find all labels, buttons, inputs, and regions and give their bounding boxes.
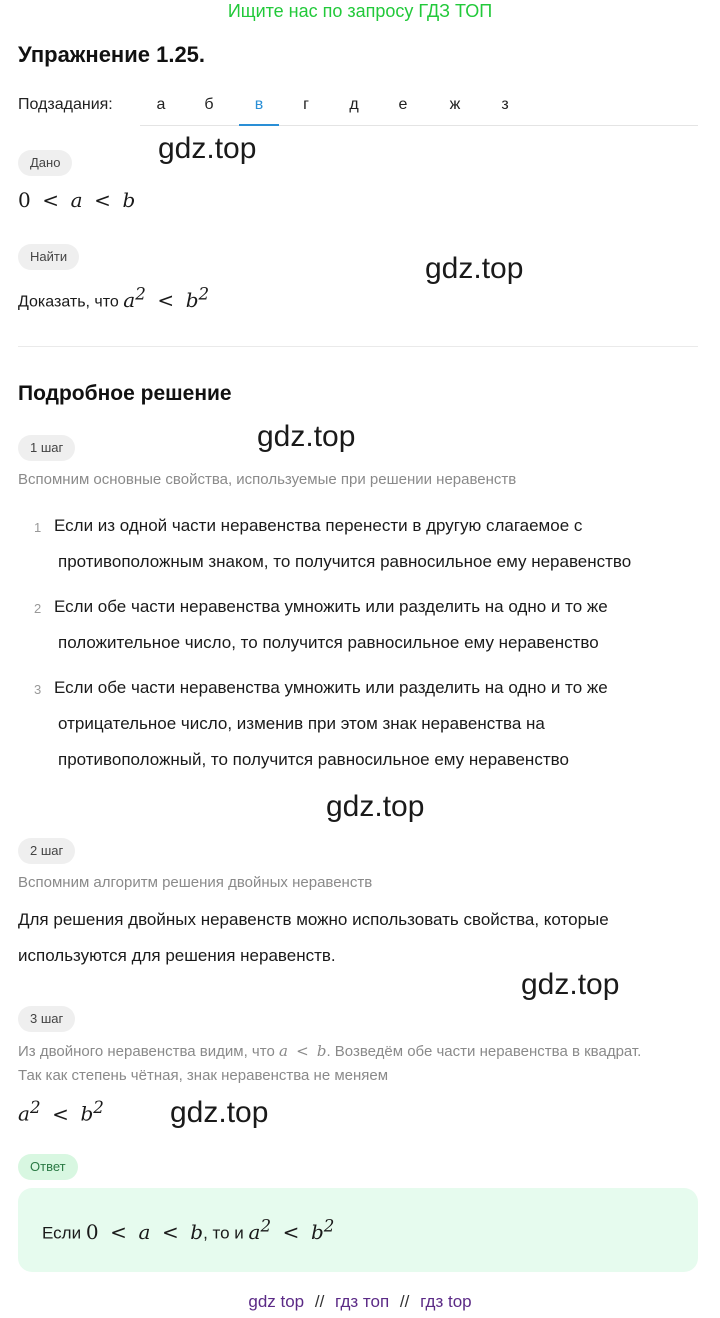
given-expression: 0 < a < b [18,188,136,212]
tab-d[interactable]: д [349,96,359,113]
page-title: Упражнение 1.25. [18,42,206,67]
subtasks-label: Подзадания: [18,96,113,113]
solution-title: Подробное решение [18,382,232,405]
list-number: 2 [34,601,42,616]
footer-separator: // [399,1292,410,1311]
find-chip: Найти [18,244,79,270]
footer-link-gdz-top-mixed[interactable]: гдз top [420,1292,472,1311]
footer-links [0,1292,720,1312]
step3-chip: 3 шаг [18,1006,75,1032]
answer-text: Если 0 < a < b, то и $a^2 < b^2$ [42,1216,335,1244]
step1-description: Вспомним основные свойства, используемые при решении неравенств [18,471,517,488]
footer-separator: // [314,1292,325,1311]
step2-description: Вспомним алгоритм решения двойных неравенств [18,874,373,891]
footer-link-gdz-top[interactable]: gdz top [248,1292,305,1311]
list-item: 1 Если из одной части неравенства перенести в другую слагаемое с противоположным знаком, то получится равносильное ему неравенство [34,508,714,580]
footer-link-gdz-top-ru[interactable]: гдз топ [335,1292,390,1311]
answer-box [18,1188,698,1272]
tab-g[interactable]: г [303,96,309,113]
subtasks-nav [18,90,698,126]
watermark: gdz.top [158,132,257,165]
tab-a[interactable]: а [156,96,166,113]
list-number: 3 [34,682,42,697]
tab-v[interactable]: в [239,96,279,126]
step2-chip: 2 шаг [18,838,75,864]
watermark: gdz.top [257,420,356,453]
list-number: 1 [34,520,42,535]
step2-text: Для решения двойных неравенств можно использовать свойства, которые используются для решения неравенств. [18,910,609,965]
tab-b[interactable]: б [204,96,214,113]
watermark: gdz.top [326,790,425,823]
step3-expression: $a^2 < b^2$ [18,1098,104,1126]
find-statement: Доказать, что $a^2 < b^2$ [18,284,210,312]
list-item: 2 Если обе части неравенства умножить или разделить на одно и то же положительное число, то получится равносильное ему неравенство [34,589,714,661]
tab-z[interactable]: з [501,96,509,113]
search-banner: Ищите нас по запросу ГДЗ ТОП [227,1,493,21]
watermark: gdz.top [521,968,620,1001]
section-divider [18,346,698,347]
tab-zh[interactable]: ж [449,96,461,113]
given-chip: Дано [18,150,72,176]
answer-chip: Ответ [18,1154,78,1180]
watermark: gdz.top [425,252,524,285]
watermark: gdz.top [170,1096,269,1129]
step1-chip: 1 шаг [18,435,75,461]
tab-e[interactable]: е [398,96,408,113]
list-item: 3 Если обе части неравенства умножить или разделить на одно и то же отрицательное число, изменив при этом знак неравенства на противоположный, то получится равносильное ему неравенство [34,670,714,778]
step3-description: Из двойного неравенства видим, что a < b. Возведём обе части неравенства в квадрат. Так как степень чётная, знак неравенства не меняем [18,1042,642,1084]
